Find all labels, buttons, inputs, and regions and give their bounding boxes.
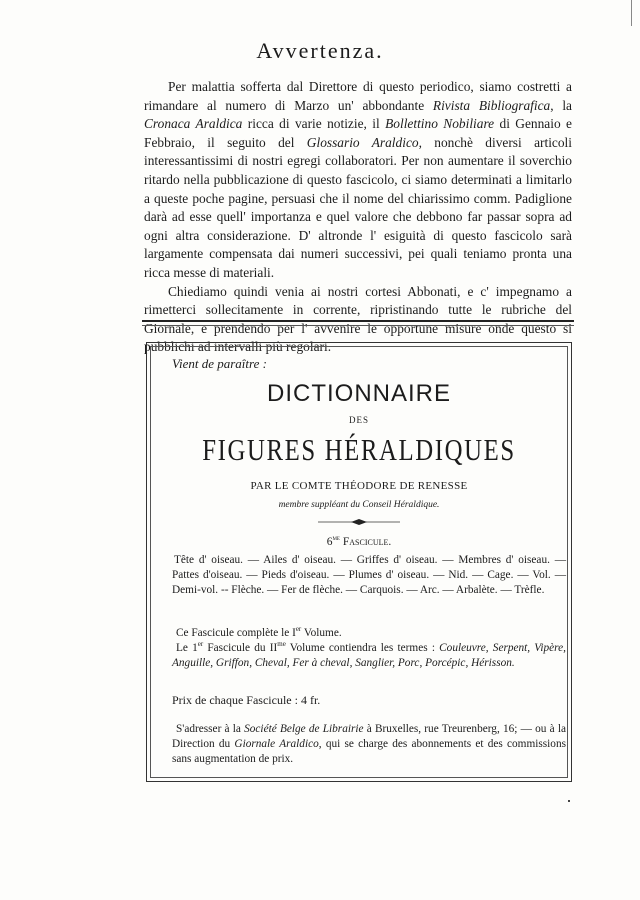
- ornament-rule-icon: [318, 518, 400, 526]
- notice-text: , la: [550, 97, 572, 113]
- notice-paragraph-2: Chiediamo quindi venia ai nostri cortesi Abbonati, e c' impegnamo a rimetterci sollecitamente in corrente, ripristinando tutte le rubriche del Giornale, e prendendo per l' avvenire le opportune misure onde questo si pubblichi ad intervalli più regolari.: [144, 283, 572, 355]
- ad-address: S'adresser à la Société Belge de Librairie à Bruxelles, rue Treurenberg, 16; — ou à la Direction du Giornale Araldico, qui se charge des abonnements et des commissions sans augmentation de prix.: [172, 723, 567, 766]
- divider-thick: [142, 320, 574, 322]
- page-edge-mark: [631, 0, 640, 26]
- ad-volume-complete: Ce Fascicule complète le Ier Volume.: [176, 625, 342, 639]
- ad-volume-notes: [172, 626, 566, 672]
- notice-text: ricca di varie notizie, il: [242, 116, 386, 132]
- ad-title-figures: FIGURES HÉRALDIQUES: [202, 432, 516, 467]
- notice-italic-title: Glossario Araldico: [306, 134, 419, 150]
- ad-price: Prix de chaque Fascicule : 4 fr.: [172, 693, 321, 707]
- ad-terms-list: Tête d' oiseau. — Ailes d' oiseau. — Griffes d' oiseau. — Membres d' oiseau. — Pattes d'oiseau. — Pieds d'oiseau. — Plumes d' oiseau. — Nid. — Cage. — Vol. — Demi-vol. -- Flèche. — Fer de flèche. — Carquois. — Arc. — Arbalète. — Trèfle.: [172, 554, 566, 597]
- notice-text: , nonchè diversi articoli interessantissimi di nostri egregi collaboratori. Per non aumentare il soverchio ritardo nella pubblicazione di questo fascicolo, ci siamo determinati a limitarlo a queste poche pagine, persuasi che il nome del chiarissimo comm. Padiglione darà ad esse quell' importanza e quel valore che debbono far passar sopra ad ogni altra considerazione. D' altronde l' esiguità di questo fascicolo sarà largamente compensata dai numeri successivi, pei quali teniamo pronta una ricca messe di materiali.: [144, 134, 572, 280]
- page-speck: [568, 800, 570, 802]
- notice-italic-title: Bollettino Nobiliare: [385, 116, 495, 132]
- ad-next-fascicule: Le 1er Fascicule du $II^{me}$ Volume contiendra les termes : Couleuvre, Serpent, Vipère, Anguille, Griffon, Cheval, Fer à cheval, Sanglier, Porc, Porcépic, Hérisson.: [172, 640, 566, 670]
- ad-author: PAR LE COMTE THÉODORE DE RENESSE: [250, 480, 468, 492]
- divider-thin: [142, 325, 574, 326]
- notice-italic-title: Rivista Bibliografica: [432, 97, 551, 113]
- notice-text: Per malattia sofferta dal Direttore di questo periodico, siamo costretti a rimandare al numero di Marzo un' abbondante: [144, 79, 572, 113]
- notice-text: di Gennaio e Febbraio, il seguito del: [144, 116, 572, 150]
- ad-fascicule-number: $6^{me}$ Fascicule.: [326, 534, 392, 548]
- ad-title-des: DES: [348, 415, 369, 425]
- notice-italic-title: Cronaca Araldica: [144, 116, 243, 132]
- ad-author-role: membre suppléant du Conseil Héraldique.: [278, 500, 440, 510]
- ad-announcement: Vient de paraître :: [172, 356, 267, 371]
- ad-title-dictionnaire: DICTIONNAIRE: [266, 380, 451, 407]
- notice-body: [144, 78, 572, 357]
- notice-paragraph-1: [144, 78, 572, 283]
- page-title: Avvertenza.: [256, 38, 384, 63]
